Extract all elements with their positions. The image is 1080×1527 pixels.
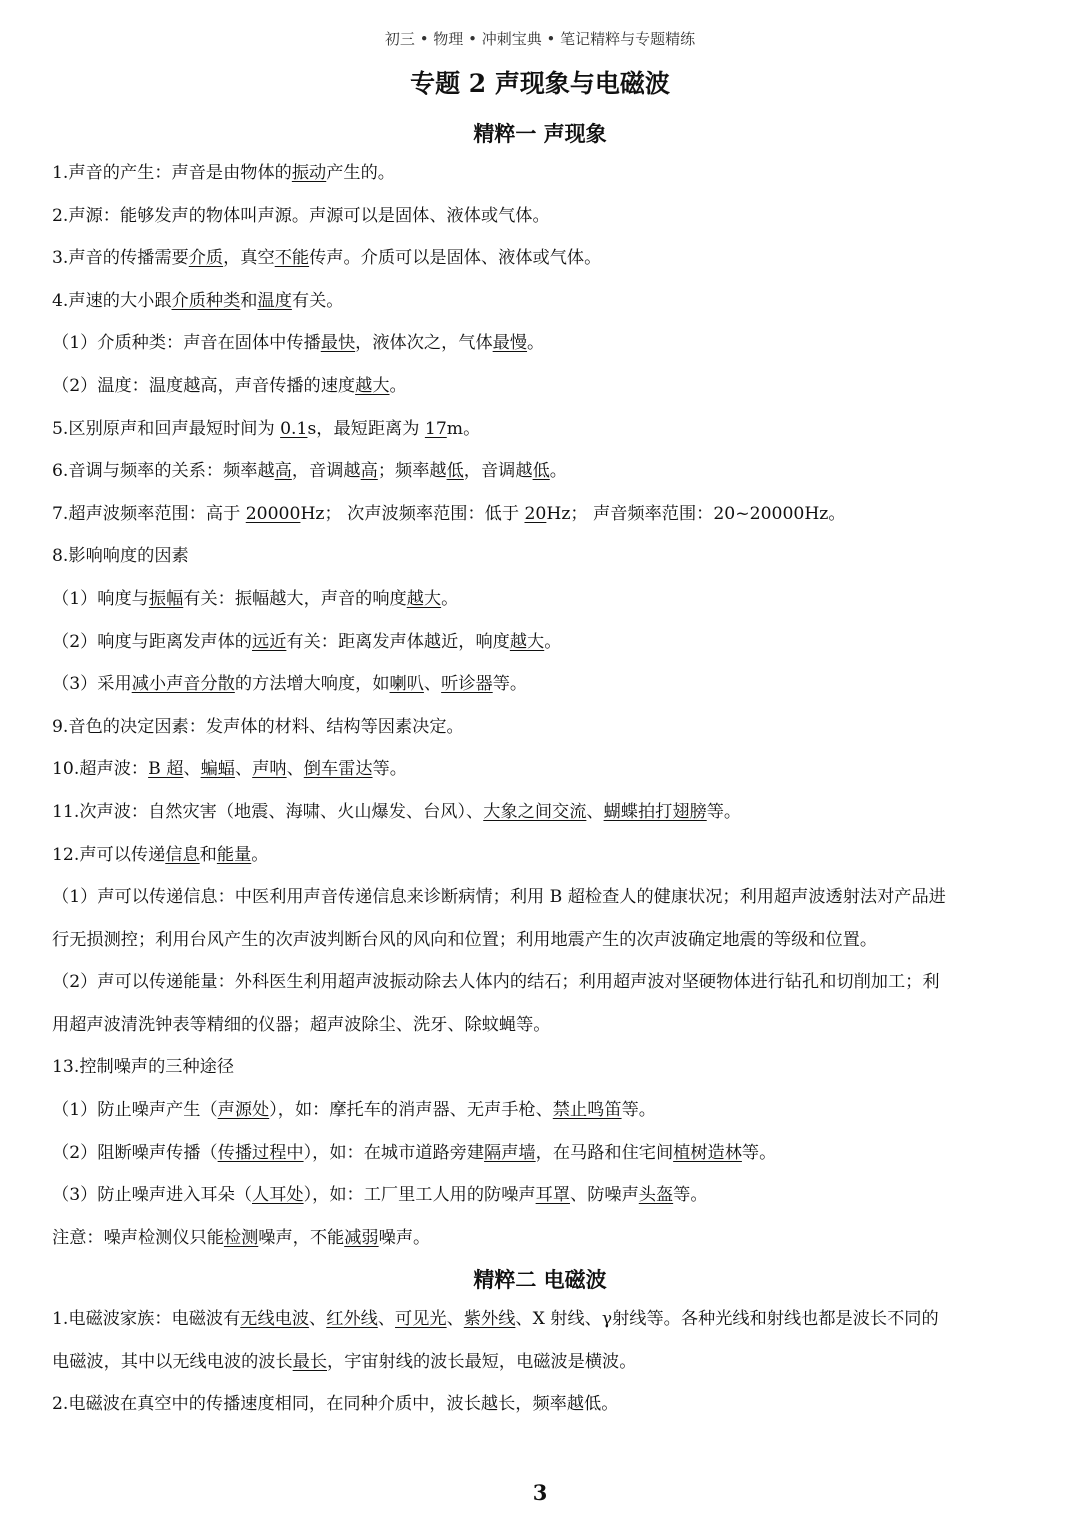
text-span: m。 bbox=[446, 418, 481, 439]
text-line bbox=[52, 237, 1032, 280]
underlined-keyword: 隔声墙 bbox=[484, 1142, 536, 1163]
underlined-keyword: 高 bbox=[274, 461, 292, 482]
text-span: 5.区别原声和回声最短时间为 bbox=[52, 418, 281, 439]
underlined-keyword: 能量 bbox=[216, 844, 252, 865]
underlined-keyword: 远近 bbox=[252, 631, 287, 652]
text-span: 4.声速的大小跟 bbox=[52, 290, 172, 311]
text-span: 、X 射线、γ射线等。各种光线和射线也都是波长不同的 bbox=[515, 1309, 939, 1329]
text-span: （3）防止噪声进入耳朵（ bbox=[52, 1185, 252, 1206]
text-span: （2）阻断噪声传播（ bbox=[52, 1142, 218, 1163]
text-span: ），如：摩托车的消声器、无声手枪、 bbox=[269, 1100, 553, 1121]
underlined-keyword: 越大 bbox=[355, 375, 390, 396]
underlined-keyword: 低 bbox=[446, 461, 464, 482]
text-span: 有关：振幅越大，声音的响度 bbox=[183, 588, 407, 609]
underlined-keyword: 20 bbox=[524, 503, 547, 524]
text-span: （1）防止噪声产生（ bbox=[52, 1100, 218, 1121]
text-line bbox=[52, 1298, 1032, 1341]
text-span: 和 bbox=[199, 844, 217, 865]
text-span: 有关。 bbox=[291, 290, 344, 311]
text-span: ，在马路和住宅间 bbox=[535, 1142, 674, 1163]
page-title: 专题 2 声现象与电磁波 bbox=[410, 69, 670, 98]
underlined-keyword: 最慢 bbox=[492, 333, 528, 354]
underlined-keyword: 禁止鸣笛 bbox=[552, 1100, 622, 1121]
page-number: 3 bbox=[532, 1480, 548, 1505]
underlined-keyword: 最快 bbox=[320, 333, 356, 354]
text-span: （2）温度：温度越高，声音传播的速度 bbox=[52, 375, 356, 396]
text-span: 产生的。 bbox=[326, 163, 395, 183]
text-span: 、 bbox=[377, 1309, 396, 1329]
text-span: 。 bbox=[441, 588, 459, 609]
underlined-keyword: 振动 bbox=[291, 163, 327, 183]
text-line bbox=[52, 578, 1032, 621]
text-line bbox=[52, 621, 1032, 664]
text-line bbox=[52, 365, 1032, 408]
em-wave-notes bbox=[52, 1298, 1032, 1426]
text-line bbox=[52, 1132, 1032, 1175]
underlined-keyword: 越大 bbox=[509, 631, 545, 652]
text-span: 。 bbox=[251, 844, 269, 865]
underlined-keyword: 信息 bbox=[165, 844, 200, 865]
underlined-keyword: 最长 bbox=[292, 1351, 328, 1372]
text-span: 2.声源：能够发声的物体叫声源。声源可以是固体、液体或气体。 bbox=[52, 205, 550, 226]
text-span: 、 bbox=[586, 801, 604, 822]
text-span: 等。 bbox=[706, 801, 742, 822]
text-span: 2.电磁波在真空中的传播速度相同，在同种介质中，波长越长，频率越低。 bbox=[52, 1394, 619, 1415]
text-span: 噪声，不能 bbox=[258, 1227, 345, 1248]
text-span: 用超声波清洗钟表等精细的仪器；超声波除尘、洗牙、除蚊蝇等。 bbox=[52, 1014, 551, 1035]
text-span: ，宇宙射线的波长最短，电磁波是横波。 bbox=[327, 1351, 637, 1372]
text-span: 等。 bbox=[741, 1142, 777, 1163]
text-line bbox=[52, 1383, 1032, 1426]
text-span: 、 bbox=[309, 1309, 327, 1329]
underlined-keyword: 减弱 bbox=[344, 1227, 379, 1248]
underlined-keyword: 喇叭 bbox=[389, 674, 424, 695]
text-span: 10.超声波： bbox=[52, 759, 149, 780]
underlined-keyword: 蝙蝠 bbox=[200, 759, 235, 780]
text-span: 1.声音的产生：声音是由物体的 bbox=[52, 163, 292, 183]
text-span: （3）采用 bbox=[52, 674, 132, 695]
text-span: 注意：噪声检测仪只能 bbox=[52, 1227, 224, 1248]
text-span: （1）响度与 bbox=[52, 588, 149, 609]
text-span: 噪声。 bbox=[378, 1227, 431, 1248]
underlined-keyword: 听诊器 bbox=[441, 674, 493, 695]
text-line bbox=[52, 834, 1032, 877]
text-span: 、防噪声 bbox=[570, 1185, 639, 1206]
text-span: 。 bbox=[389, 375, 407, 396]
underlined-keyword: 声呐 bbox=[252, 759, 287, 780]
underlined-keyword: 耳罩 bbox=[535, 1185, 570, 1206]
text-span: （1）声可以传递信息：中医利用声音传递信息来诊断病情；利用 B 超检查人的健康状况；利用超声波透射法对产品进 bbox=[52, 887, 946, 908]
text-span: 11.次声波：自然灾害（地震、海啸、火山爆发、台风）、 bbox=[52, 801, 484, 822]
text-span: ），如：在城市道路旁建 bbox=[303, 1142, 485, 1163]
text-span: Hz； 次声波频率范围：低于 bbox=[300, 503, 525, 524]
underlined-keyword: 大象之间交流 bbox=[483, 801, 587, 822]
text-span: 9.音色的决定因素：发声体的材料、结构等因素决定。 bbox=[52, 716, 464, 737]
text-span: 。 bbox=[544, 631, 562, 652]
text-span: 行无损测控；利用台风产生的次声波判断台风的风向和位置；利用地震产生的次声波确定地震的等级和位置。 bbox=[52, 929, 878, 950]
text-span: 、 bbox=[286, 759, 304, 780]
underlined-keyword: B 超 bbox=[148, 759, 184, 780]
underlined-keyword: 蝴蝶拍打翅膀 bbox=[603, 801, 707, 822]
underlined-keyword: 20000 bbox=[245, 503, 301, 524]
underlined-keyword: 人耳处 bbox=[252, 1185, 304, 1206]
text-line bbox=[52, 919, 1032, 962]
text-span: ），如：工厂里工人用的防噪声 bbox=[303, 1185, 536, 1206]
text-span: 有关：距离发声体越近，响度 bbox=[286, 631, 510, 652]
text-span: 电磁波，其中以无线电波的波长 bbox=[52, 1351, 293, 1372]
sound-notes bbox=[52, 152, 1032, 1259]
text-line bbox=[52, 663, 1032, 706]
text-line bbox=[52, 706, 1032, 749]
text-span: 3.声音的传播需要 bbox=[52, 248, 189, 269]
underlined-keyword: 可见光 bbox=[395, 1309, 447, 1329]
text-line bbox=[52, 1217, 1032, 1260]
text-span: 和 bbox=[240, 290, 258, 311]
text-span: （2）响度与距离发声体的 bbox=[52, 631, 252, 652]
text-span: ，真空 bbox=[223, 248, 275, 269]
underlined-keyword: 17 bbox=[424, 418, 447, 439]
text-span: 、 bbox=[183, 759, 201, 780]
text-span: ，音调越 bbox=[291, 461, 361, 482]
text-span: 、 bbox=[234, 759, 253, 780]
text-span: （1）介质种类：声音在固体中传播 bbox=[52, 333, 321, 354]
underlined-keyword: 介质种类 bbox=[171, 290, 241, 311]
section-heading-sound: 精粹一 声现象 bbox=[473, 121, 607, 146]
text-line bbox=[52, 195, 1032, 238]
text-span: ，音调越 bbox=[463, 461, 533, 482]
underlined-keyword: 0.1 bbox=[280, 418, 308, 439]
running-header: 初三 • 物理 • 冲刺宝典 • 笔记精粹与专题精练 bbox=[384, 30, 696, 48]
text-span: 、 bbox=[423, 674, 442, 695]
text-line bbox=[52, 535, 1032, 578]
underlined-keyword: 越大 bbox=[406, 588, 442, 609]
text-span: 等。 bbox=[492, 674, 528, 695]
text-line bbox=[52, 493, 1032, 536]
underlined-keyword: 检测 bbox=[223, 1227, 259, 1248]
underlined-keyword: 紫外线 bbox=[463, 1309, 516, 1329]
text-span: 、 bbox=[446, 1309, 464, 1329]
text-line bbox=[52, 1004, 1032, 1047]
text-line bbox=[52, 322, 1032, 365]
text-span: （2）声可以传递能量：外科医生利用超声波振动除去人体内的结石；利用超声波对坚硬物体进行钻孔和切削加工；利 bbox=[52, 972, 940, 993]
text-line bbox=[52, 876, 1032, 919]
text-span: 6.音调与频率的关系：频率越 bbox=[52, 461, 275, 482]
underlined-keyword: 头盔 bbox=[638, 1185, 674, 1206]
text-span: s，最短距离为 bbox=[307, 418, 425, 439]
underlined-keyword: 红外线 bbox=[326, 1309, 378, 1329]
text-line bbox=[52, 791, 1032, 834]
text-span: 传声。介质可以是固体、液体或气体。 bbox=[309, 248, 602, 269]
underlined-keyword: 传播过程中 bbox=[217, 1142, 304, 1163]
text-span: 12.声可以传递 bbox=[52, 844, 166, 865]
text-span: 7.超声波频率范围：高于 bbox=[52, 503, 246, 524]
underlined-keyword: 介质 bbox=[188, 248, 224, 269]
underlined-keyword: 植树造林 bbox=[673, 1142, 742, 1163]
text-line bbox=[52, 748, 1032, 791]
underlined-keyword: 减小声音分散 bbox=[131, 674, 235, 695]
text-span: ；频率越 bbox=[377, 461, 447, 482]
underlined-keyword: 温度 bbox=[257, 290, 292, 311]
text-span: 等。 bbox=[673, 1185, 708, 1206]
underlined-keyword: 无线电波 bbox=[240, 1309, 310, 1329]
text-line bbox=[52, 1089, 1032, 1132]
text-line bbox=[52, 1174, 1032, 1217]
text-line bbox=[52, 280, 1032, 323]
text-span: 等。 bbox=[621, 1100, 656, 1121]
text-span: 1.电磁波家族：电磁波有 bbox=[52, 1309, 241, 1329]
underlined-keyword: 振幅 bbox=[148, 588, 184, 609]
section-heading-em-waves: 精粹二 电磁波 bbox=[473, 1267, 607, 1292]
text-line bbox=[52, 1341, 1032, 1384]
underlined-keyword: 高 bbox=[360, 461, 378, 482]
text-line bbox=[52, 961, 1032, 1004]
underlined-keyword: 低 bbox=[532, 461, 550, 482]
text-span: Hz； 声音频率范围：20~20000Hz。 bbox=[546, 503, 846, 524]
underlined-keyword: 不能 bbox=[274, 248, 310, 269]
underlined-keyword: 声源处 bbox=[217, 1100, 270, 1121]
text-line bbox=[52, 450, 1032, 493]
text-span: 8.影响响度的因素 bbox=[52, 546, 189, 567]
text-line bbox=[52, 408, 1032, 451]
text-span: 等。 bbox=[372, 759, 407, 780]
text-line bbox=[52, 152, 1032, 195]
text-span: 。 bbox=[549, 461, 567, 482]
text-span: 。 bbox=[527, 333, 545, 354]
text-line bbox=[52, 1046, 1032, 1089]
text-span: 的方法增大响度，如 bbox=[234, 674, 390, 695]
underlined-keyword: 倒车雷达 bbox=[303, 759, 373, 780]
text-span: ，液体次之，气体 bbox=[355, 333, 493, 354]
text-span: 13.控制噪声的三种途径 bbox=[52, 1057, 235, 1078]
